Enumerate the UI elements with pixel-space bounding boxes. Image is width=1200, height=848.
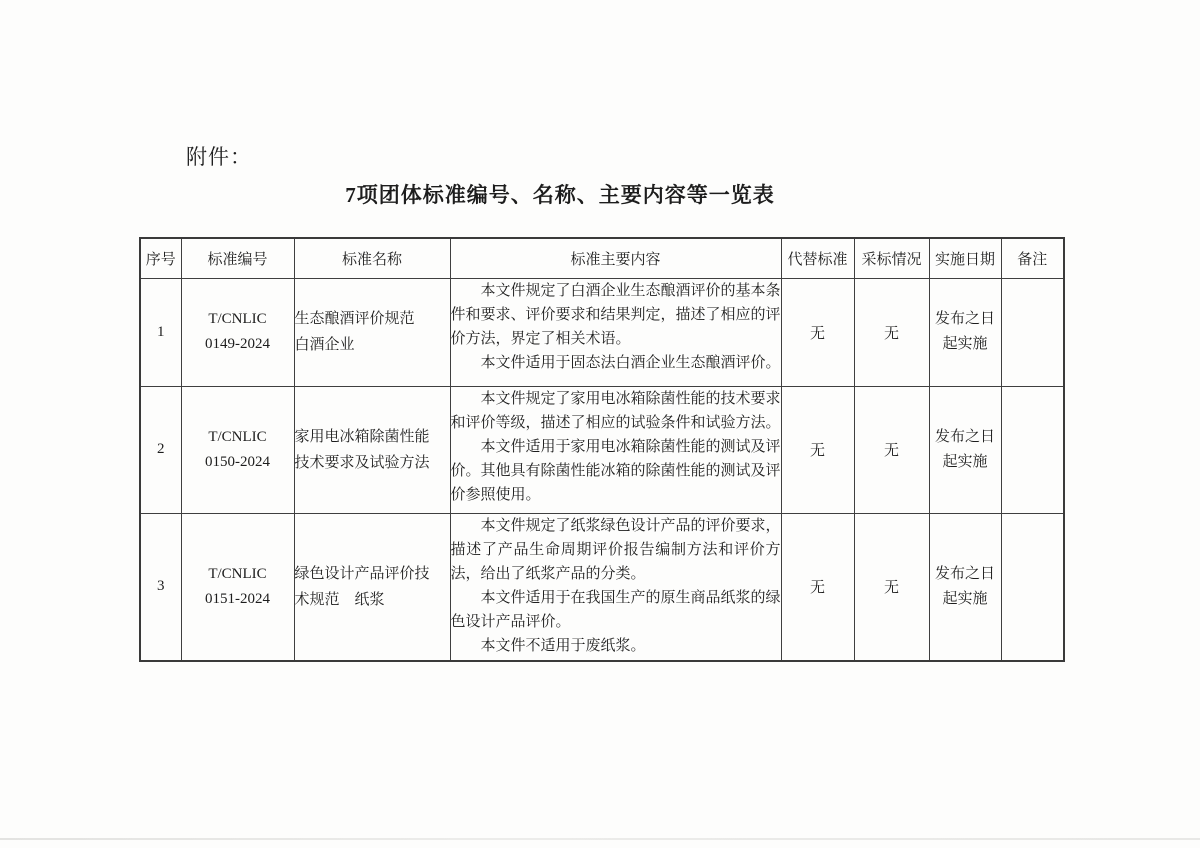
cell-adoption-status: 无 (854, 386, 929, 513)
page-title: 7项团体标准编号、名称、主要内容等一览表 (345, 183, 775, 207)
table-row (140, 513, 1064, 661)
cell-implementation-date (929, 278, 1001, 386)
col-header-standard-name: 标准名称 (294, 238, 450, 278)
scan-edge-artifact (0, 838, 1200, 840)
cell-standard-name (294, 278, 450, 386)
standard-name-line: 白酒企业 (294, 337, 355, 353)
implementation-date-line: 起实施 (942, 336, 988, 352)
content-paragraph: 本文件适用于固态法白酒企业生态酿酒评价。 (480, 354, 781, 371)
cell-adoption-status: 无 (854, 513, 929, 661)
cell-standard-name (294, 386, 450, 513)
cell-serial-number: 3 (140, 513, 181, 661)
col-header-main-content: 标准主要内容 (450, 238, 781, 278)
col-header-adoption-status: 采标情况 (854, 238, 929, 278)
col-header-implementation-date: 实施日期 (929, 238, 1001, 278)
cell-replaced-standard: 无 (781, 278, 854, 386)
cell-main-content (450, 278, 781, 386)
attachment-label: 附件： (186, 145, 252, 169)
col-header-serial-number: 序号 (140, 238, 181, 278)
standard-code-line: T/CNLIC (208, 565, 267, 582)
implementation-date-line: 起实施 (942, 453, 988, 470)
col-header-standard-code: 标准编号 (181, 238, 294, 278)
content-paragraph: 本文件规定了家用电冰箱除菌性能的技术要求和评价等级，描述了相应的试验条件和试验方法。 (450, 390, 781, 431)
col-header-replaced-standard: 代替标准 (781, 238, 854, 278)
col-header-remark: 备注 (1001, 238, 1064, 278)
cell-remark (1001, 513, 1064, 661)
table-row (140, 386, 1064, 513)
table-row (140, 278, 1064, 386)
standard-name-line: 绿色设计产品评价技 (294, 565, 430, 582)
implementation-date-line: 发布之日 (934, 311, 995, 327)
cell-implementation-date (929, 386, 1001, 513)
cell-replaced-standard: 无 (781, 386, 854, 513)
cell-standard-name (294, 513, 450, 661)
standard-code-line: 0149-2024 (205, 336, 270, 352)
implementation-date-line: 发布之日 (934, 428, 995, 445)
standard-code-line: T/CNLIC (208, 428, 267, 445)
implementation-date-line: 起实施 (942, 590, 988, 607)
cell-replaced-standard: 无 (781, 513, 854, 661)
standard-code-line: 0150-2024 (205, 453, 270, 470)
content-paragraph: 本文件不适用于废纸浆。 (480, 637, 646, 654)
table-header-row (140, 238, 1064, 278)
implementation-date-line: 发布之日 (934, 565, 995, 582)
content-paragraph: 本文件规定了纸浆绿色设计产品的评价要求，描述了产品生命周期评价报告编制方法和评价方法，给出了纸浆产品的分类。 (450, 517, 781, 582)
cell-adoption-status: 无 (854, 278, 929, 386)
cell-remark (1001, 386, 1064, 513)
cell-serial-number: 1 (140, 278, 181, 386)
content-paragraph: 本文件适用于在我国生产的原生商品纸浆的绿色设计产品评价。 (450, 589, 781, 630)
cell-standard-code (181, 386, 294, 513)
standard-code-line: 0151-2024 (205, 590, 270, 607)
cell-implementation-date (929, 513, 1001, 661)
standard-name-line: 家用电冰箱除菌性能 (294, 428, 430, 445)
content-paragraph: 本文件规定了白酒企业生态酿酒评价的基本条件和要求、评价要求和结果判定，描述了相应的评价方法，界定了相关术语。 (450, 282, 781, 347)
cell-standard-code (181, 513, 294, 661)
cell-remark (1001, 278, 1064, 386)
cell-serial-number: 2 (140, 386, 181, 513)
standard-name-line: 术规范 纸浆 (294, 591, 385, 608)
standard-name-line: 生态酿酒评价规范 (294, 311, 415, 327)
cell-main-content (450, 513, 781, 661)
cell-main-content (450, 386, 781, 513)
cell-standard-code (181, 278, 294, 386)
standards-table (139, 237, 1065, 662)
standard-code-line: T/CNLIC (208, 311, 267, 327)
content-paragraph: 本文件适用于家用电冰箱除菌性能的测试及评价。其他具有除菌性能冰箱的除菌性能的测试及评价参照使用。 (450, 438, 781, 503)
standard-name-line: 技术要求及试验方法 (294, 454, 430, 471)
